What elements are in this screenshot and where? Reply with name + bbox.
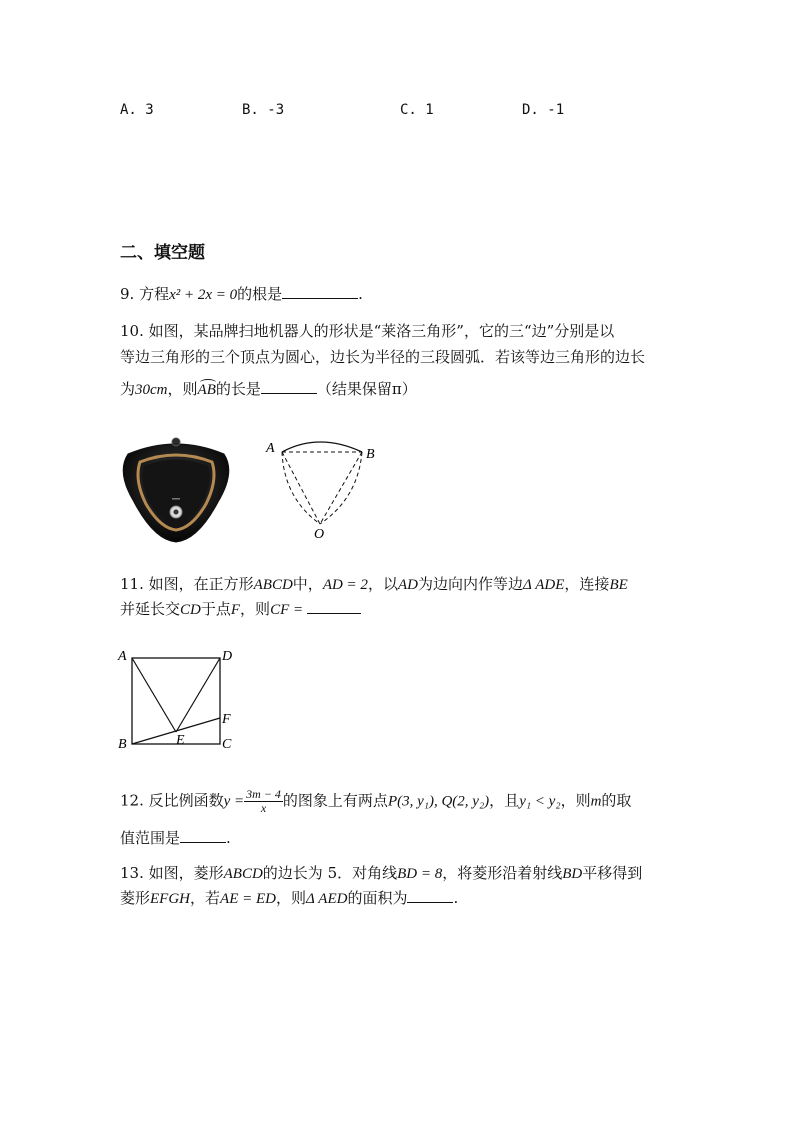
label-b: B — [366, 447, 375, 462]
q11-triangle: Δ ADE — [522, 577, 565, 593]
answer-blank-12[interactable] — [180, 826, 226, 843]
q12-text-6: 值范围是 — [120, 829, 181, 847]
q13-text-4: 平移得到 — [582, 864, 643, 882]
label-a-sq: A — [118, 649, 127, 664]
q13-efgh: EFGH — [150, 891, 191, 907]
choice-a: A. 3 — [120, 102, 154, 118]
q11-line-1 — [120, 572, 628, 597]
q12-m: m — [590, 793, 602, 810]
segment-ao — [282, 452, 320, 524]
q10-text: 为 — [120, 380, 136, 398]
q13-end: . — [453, 889, 459, 907]
q13-text-5: 菱形 — [120, 889, 151, 907]
q9-equation: x² + 2x = 0 — [169, 287, 238, 303]
q11-square: ABCD — [253, 577, 293, 593]
q11-text-4: 为边向内作等边 — [417, 575, 523, 593]
label-o: O — [314, 527, 325, 542]
q10-hint: （结果保留π） — [316, 380, 417, 398]
q11-f: F — [230, 602, 241, 618]
q10-line-2: 等边三角形的三个顶点为圆心，边长为半径的三段圆弧．若该等边三角形的边长 — [120, 348, 646, 366]
q13-condition: AE = ED — [220, 891, 276, 907]
choice-b: B. -3 — [242, 102, 285, 118]
q10-text-3: 的长是 — [215, 380, 261, 398]
q13-rhombus: ABCD — [223, 866, 263, 882]
q9-text: 9. 方程 — [120, 285, 170, 303]
q10-line-1: 10. 如图，某品牌扫地机器人的形状是“莱洛三角形”，它的三“边”分别是以 — [120, 322, 615, 340]
segment-de — [176, 658, 220, 732]
reuleaux-diagram — [262, 436, 386, 544]
q12-fraction — [244, 788, 283, 815]
q11-ad-value: AD = 2 — [322, 577, 368, 593]
q13-text-6: ，若 — [190, 889, 221, 907]
square-diagram — [116, 646, 242, 754]
q12-numerator: 3m − 4 — [246, 787, 281, 801]
q13-text-3: ，将菱形沿着射线 — [442, 864, 563, 882]
q11-ad: AD — [397, 577, 418, 593]
label-b-sq: B — [118, 737, 127, 752]
q13-text-2: 的边长为 5．对角线 — [262, 864, 398, 882]
arc-ao — [282, 452, 320, 524]
q13-line-1 — [120, 861, 642, 886]
q13-text-7: ，则 — [275, 889, 306, 907]
q12-text: 12. 反比例函数 — [120, 791, 224, 810]
q9-text-2: 的根是 — [237, 285, 283, 303]
choice-c: C. 1 — [400, 102, 434, 118]
q12-line-2 — [120, 826, 231, 850]
q10-line-3 — [120, 377, 417, 402]
q11-text-7: 于点 — [200, 600, 231, 618]
q11-text-3: ，以 — [367, 575, 398, 593]
q10-side-length: 30cm — [135, 382, 168, 398]
section-title: 二、填空题 — [120, 243, 205, 263]
q13-text-8: 的面积为 — [347, 889, 408, 907]
q11-cf: CF = — [270, 602, 304, 618]
q13-triangle: Δ AED — [306, 891, 348, 907]
choice-d: D. -1 — [522, 102, 565, 118]
label-f-sq: F — [222, 712, 231, 727]
answer-blank-10[interactable] — [261, 377, 317, 394]
segment-bo — [320, 452, 362, 524]
question-9 — [120, 282, 363, 307]
arc-ab — [198, 382, 216, 398]
arc-ab-curve — [282, 442, 362, 452]
q11-text: 11. 如图，在正方形 — [120, 575, 254, 593]
q9-end: . — [358, 285, 363, 303]
q13-text: 13. 如图，菱形 — [120, 864, 224, 882]
q12-text-2: 的图象上有两点 — [282, 791, 388, 810]
label-a: A — [266, 441, 275, 456]
q12-end: . — [226, 829, 231, 847]
q13-line-2 — [120, 886, 458, 911]
q11-text-2: 中， — [292, 575, 323, 593]
q13-bd: BD — [562, 866, 583, 882]
segment-ae — [132, 658, 176, 732]
q12-text-5: 的取 — [601, 791, 632, 810]
arc-ab-label: AB — [197, 382, 216, 398]
answer-blank-13[interactable] — [407, 886, 453, 903]
q11-cd: CD — [180, 602, 201, 618]
answer-blank-9[interactable] — [282, 282, 358, 299]
q11-be: BE — [609, 577, 628, 593]
q12-text-3: ，且 — [489, 791, 520, 810]
q12-inequality: y₁ < y₂ — [519, 793, 561, 810]
q12-y: y = — [223, 793, 245, 810]
robot-vacuum-image — [118, 432, 234, 544]
q12-text-4: ，则 — [560, 791, 591, 810]
q12-line-1 — [120, 788, 631, 815]
answer-blank-11[interactable] — [307, 597, 361, 614]
label-e-sq: E — [176, 733, 185, 748]
q11-text-8: ，则 — [240, 600, 271, 618]
q11-text-6: 并延长交 — [120, 600, 181, 618]
q12-points: P(3, y₁), Q(2, y₂) — [387, 793, 490, 810]
q11-text-5: ，连接 — [564, 575, 610, 593]
q13-bd-value: BD = 8 — [397, 866, 443, 882]
label-c-sq: C — [222, 737, 232, 752]
q11-line-2 — [120, 597, 361, 622]
label-d-sq: D — [222, 649, 233, 664]
q12-denominator: x — [260, 801, 267, 815]
q10-text-2: ，则 — [167, 380, 198, 398]
